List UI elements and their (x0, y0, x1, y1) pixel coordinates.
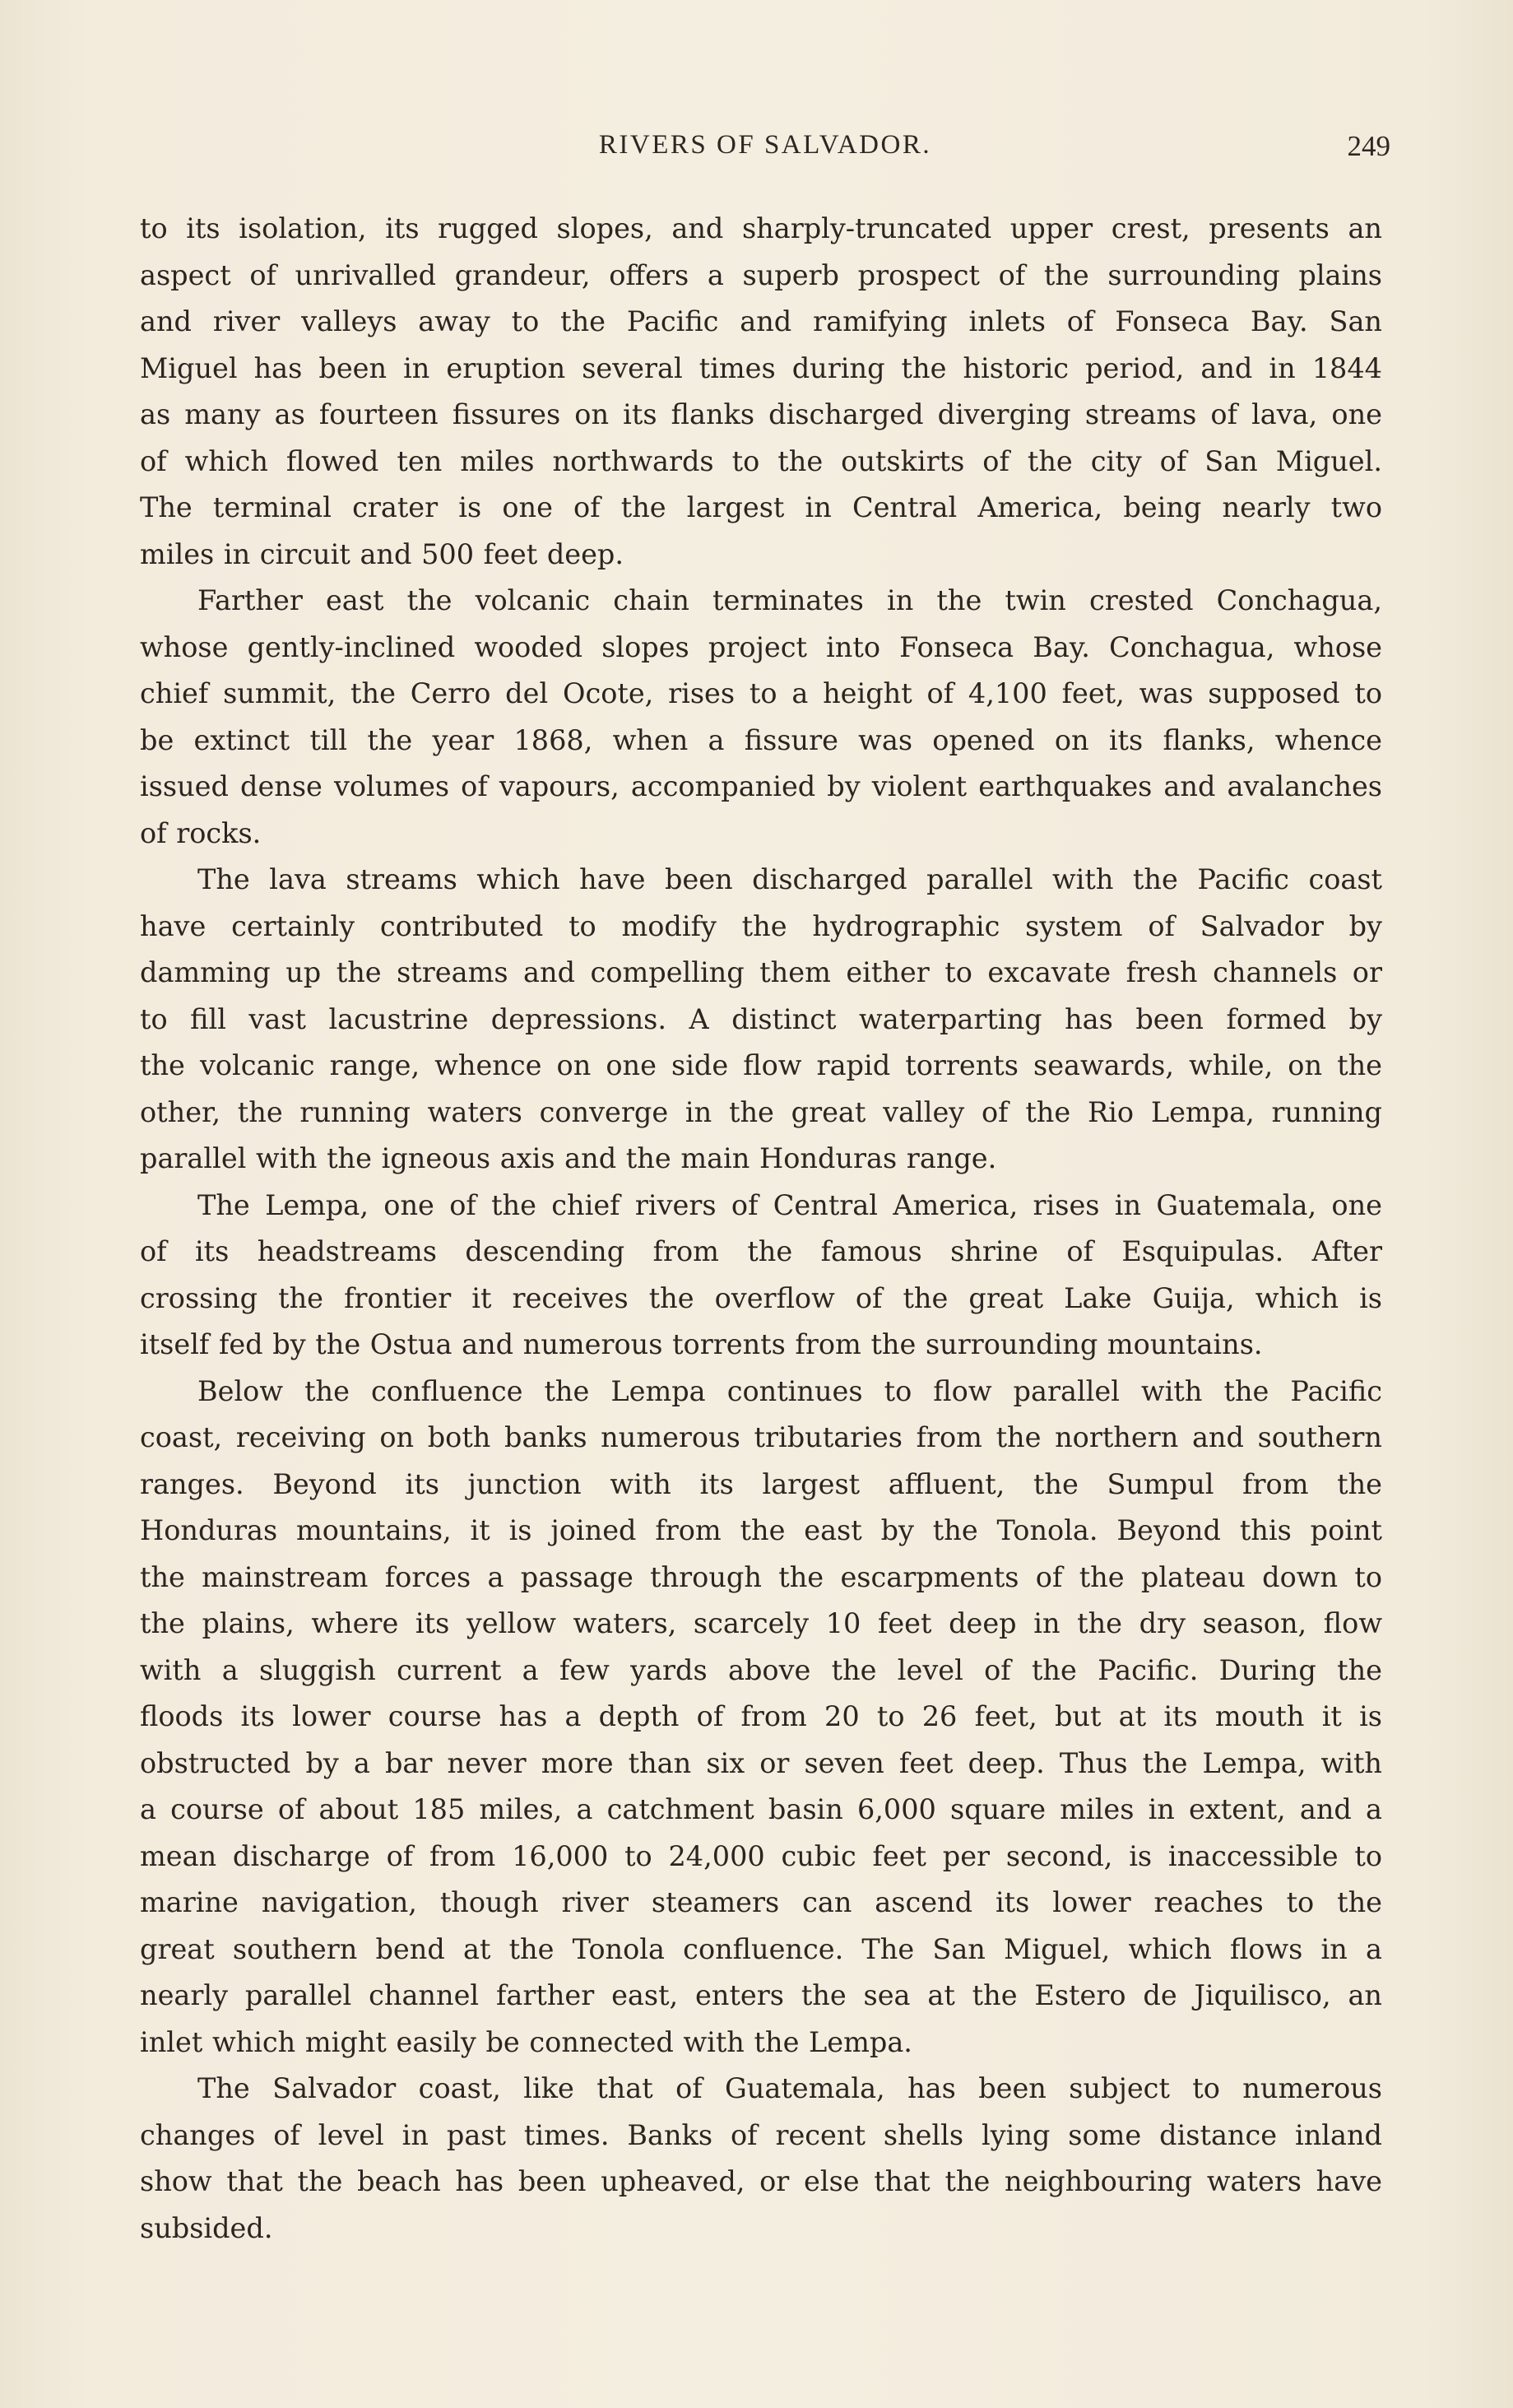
text-line: floods its lower course has a depth of from 20 to 26 feet, but at its mouth it is (140, 1700, 1382, 1732)
text-line: miles in circuit and 500 feet deep. (140, 537, 624, 570)
paragraph-6 (140, 2066, 1382, 2252)
text-line: subsided. (140, 2211, 273, 2244)
text-line: chief summit, the Cerro del Ocote, rises to a height of 4,100 feet, was supposed to (140, 677, 1382, 709)
text-line: damming up the streams and compelling them either to excavate fresh channels or (140, 956, 1382, 988)
paragraph-2 (140, 578, 1382, 857)
text-line: Below the confluence the Lempa continues to flow parallel with the Pacific (197, 1374, 1382, 1407)
text-line: coast, receiving on both banks numerous tributaries from the northern and southern (140, 1421, 1382, 1453)
text-line: inlet which might easily be connected with the Lempa. (140, 2025, 912, 2058)
text-line: changes of level in past times. Banks of recent shells lying some distance inland (140, 2118, 1382, 2151)
text-line: with a sluggish current a few yards above the level of the Pacific. During the (140, 1653, 1382, 1686)
text-line: whose gently-inclined wooded slopes project into Fonseca Bay. Conchagua, whose (140, 630, 1382, 663)
page-header (140, 130, 1390, 179)
text-line: as many as fourteen fissures on its flanks discharged diverging streams of lava, one (140, 398, 1382, 430)
text-line: and river valleys away to the Pacific and ramifying inlets of Fonseca Bay. San (140, 305, 1382, 337)
text-line: of its headstreams descending from the famous shrine of Esquipulas. After (140, 1235, 1382, 1267)
text-line: obstructed by a bar never more than six or seven feet deep. Thus the Lempa, with (140, 1746, 1382, 1779)
text-line: crossing the frontier it receives the overflow of the great Lake Guija, which is (140, 1281, 1382, 1314)
text-line: the mainstream forces a passage through the escarpments of the plateau down to (140, 1560, 1382, 1593)
paragraph-5 (140, 1369, 1382, 2066)
body-text (140, 206, 1382, 2252)
text-line: the volcanic range, whence on one side flow rapid torrents seawards, while, on the (140, 1049, 1382, 1081)
text-line: issued dense volumes of vapours, accompanied by violent earthquakes and avalanches (140, 770, 1382, 802)
text-line: itself fed by the Ostua and numerous torrents from the surrounding mountains. (140, 1328, 1263, 1360)
text-line: have certainly contributed to modify the hydrographic system of Salvador by (140, 909, 1382, 942)
text-line: The Salvador coast, like that of Guatemala, has been subject to numerous (197, 2072, 1382, 2104)
text-line: Farther east the volcanic chain terminates in the twin crested Conchagua, (197, 584, 1382, 616)
text-line: The Lempa, one of the chief rivers of Central America, rises in Guatemala, one (197, 1188, 1382, 1221)
text-line: to fill vast lacustrine depressions. A distinct waterparting has been formed by (140, 1002, 1382, 1035)
paragraph-1 (140, 206, 1382, 578)
text-line: mean discharge of from 16,000 to 24,000 cubic feet per second, is inaccessible to (140, 1839, 1382, 1872)
text-line: The terminal crater is one of the largest in Central America, being nearly two (140, 491, 1382, 523)
text-line: other, the running waters converge in the great valley of the Rio Lempa, running (140, 1095, 1382, 1128)
text-line: Miguel has been in eruption several times during the historic period, and in 1844 (140, 351, 1382, 384)
text-line: Honduras mountains, it is joined from the east by the Tonola. Beyond this point (140, 1514, 1382, 1546)
text-line: nearly parallel channel farther east, enters the sea at the Estero de Jiquilisco, an (140, 1979, 1382, 2011)
text-line: show that the beach has been upheaved, or else that the neighbouring waters have (140, 2165, 1382, 2197)
paragraph-3 (140, 857, 1382, 1183)
text-line: the plains, where its yellow waters, scarcely 10 feet deep in the dry season, flow (140, 1607, 1382, 1639)
text-line: parallel with the igneous axis and the main Honduras range. (140, 1142, 997, 1174)
text-line: to its isolation, its rugged slopes, and sharply-truncated upper crest, presents an (140, 212, 1382, 244)
text-line: aspect of unrivalled grandeur, offers a superb prospect of the surrounding plains (140, 258, 1382, 291)
text-line: marine navigation, though river steamers can ascend its lower reaches to the (140, 1886, 1382, 1918)
text-line: a course of about 185 miles, a catchment basin 6,000 square miles in extent, and a (140, 1793, 1382, 1825)
running-head: RIVERS OF SALVADOR. (598, 130, 932, 160)
text-line: great southern bend at the Tonola confluence. The San Miguel, which flows in a (140, 1932, 1382, 1965)
text-line: be extinct till the year 1868, when a fissure was opened on its flanks, whence (140, 723, 1382, 756)
text-line: ranges. Beyond its junction with its largest affluent, the Sumpul from the (140, 1467, 1382, 1500)
page-number: 249 (1347, 130, 1390, 162)
text-line: of rocks. (140, 816, 262, 849)
text-line: of which flowed ten miles northwards to the outskirts of the city of San Miguel. (140, 444, 1382, 477)
paragraph-4 (140, 1183, 1382, 1369)
text-line: The lava streams which have been discharged parallel with the Pacific coast (197, 863, 1382, 895)
